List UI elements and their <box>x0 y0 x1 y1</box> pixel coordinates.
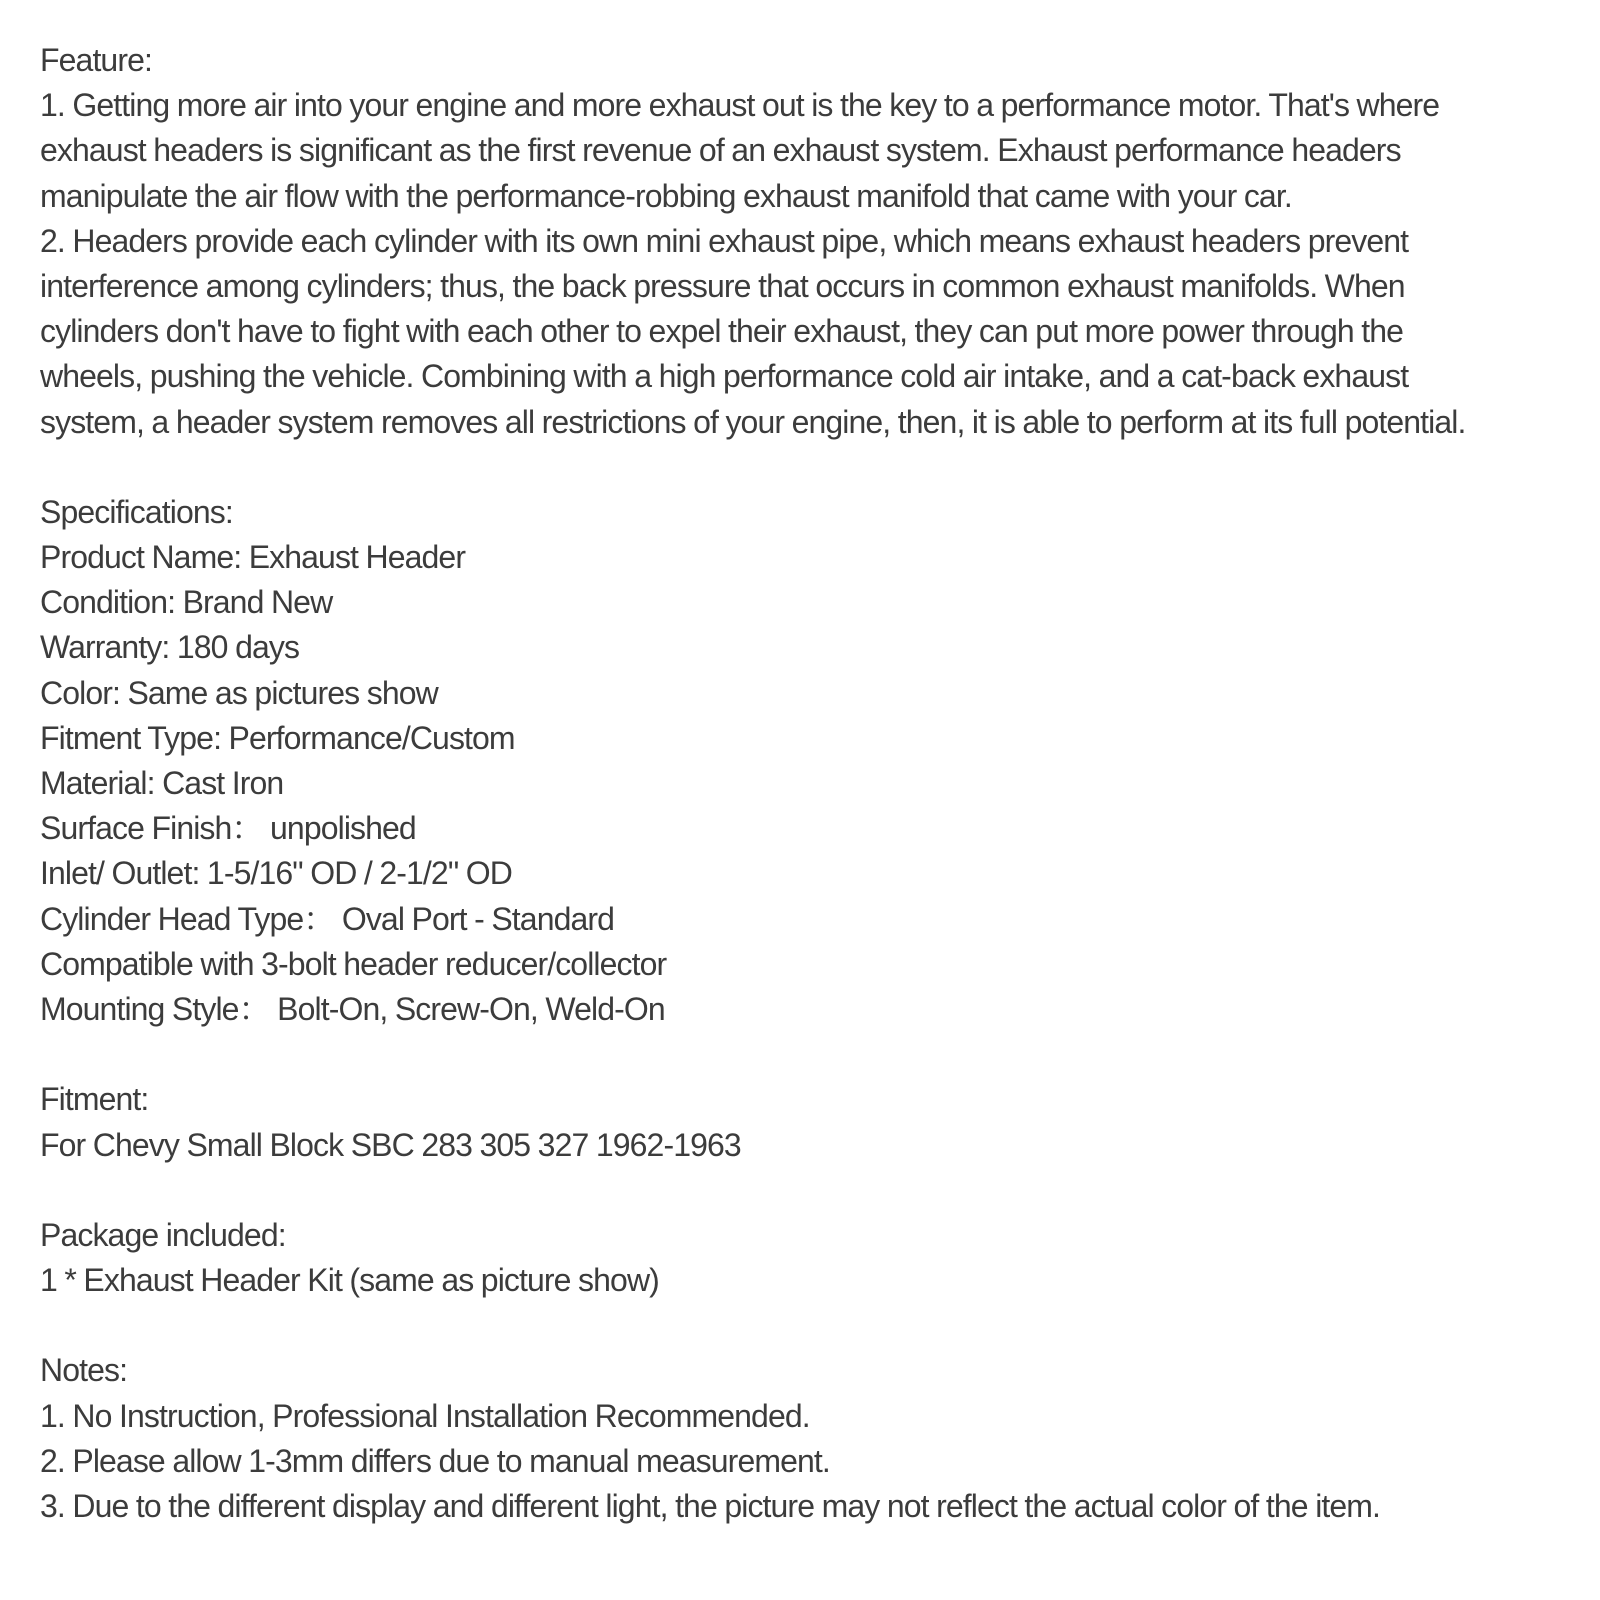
section-spacer <box>40 1303 1585 1348</box>
spec-mounting-style: Mounting Style： Bolt-On, Screw-On, Weld-On <box>40 990 665 1027</box>
feature-line: 2. Headers provide each cylinder with its own mini exhaust pipe, which means exhaust headers prevent <box>40 222 1409 259</box>
notes-section <box>40 1348 1585 1529</box>
feature-line: interference among cylinders; thus, the back pressure that occurs in common exhaust manifolds. When <box>40 267 1405 304</box>
package-heading: Package included: <box>40 1216 286 1253</box>
feature-section <box>40 38 1585 445</box>
feature-line: exhaust headers is significant as the first revenue of an exhaust system. Exhaust performance headers <box>40 132 1401 169</box>
section-spacer <box>40 445 1585 490</box>
package-section <box>40 1213 1585 1303</box>
feature-line: cylinders don't have to fight with each other to expel their exhaust, they can put more power through the <box>40 313 1404 350</box>
spec-product-name: Product Name: Exhaust Header <box>40 539 466 576</box>
spec-compatibility: Compatible with 3-bolt header reducer/collector <box>40 945 667 982</box>
spec-cylinder-head-type: Cylinder Head Type： Oval Port - Standard <box>40 900 615 937</box>
note-line: 3. Due to the different display and different light, the picture may not reflect the actual color of the item. <box>40 1488 1381 1524</box>
spec-condition: Condition: Brand New <box>40 584 333 621</box>
feature-heading: Feature: <box>40 42 152 78</box>
notes-heading: Notes: <box>40 1352 128 1389</box>
spec-inlet-outlet: Inlet/ Outlet: 1-5/16" OD / 2-1/2" OD <box>40 855 512 892</box>
note-line: 1. No Instruction, Professional Installation Recommended. <box>40 1397 810 1434</box>
section-spacer <box>40 1168 1585 1213</box>
package-line: 1 * Exhaust Header Kit (same as picture show) <box>40 1262 659 1299</box>
feature-line: wheels, pushing the vehicle. Combining with a high performance cold air intake, and a cat-back exhaust <box>40 358 1409 395</box>
feature-line: manipulate the air flow with the performance-robbing exhaust manifold that came with your car. <box>40 177 1292 214</box>
specifications-heading: Specifications: <box>40 493 233 530</box>
fitment-heading: Fitment: <box>40 1081 149 1118</box>
fitment-line: For Chevy Small Block SBC 283 305 327 1962-1963 <box>40 1126 741 1163</box>
spec-fitment-type: Fitment Type: Performance/Custom <box>40 719 515 756</box>
product-description <box>40 38 1585 1529</box>
feature-line: system, a header system removes all restrictions of your engine, then, it is able to perform at its full potential. <box>40 403 1466 440</box>
spec-surface-finish: Surface Finish： unpolished <box>40 810 416 847</box>
spec-color: Color: Same as pictures show <box>40 674 438 711</box>
spec-warranty: Warranty: 180 days <box>40 629 300 666</box>
feature-line: 1. Getting more air into your engine and more exhaust out is the key to a performance motor. That's where <box>40 87 1440 124</box>
note-line: 2. Please allow 1-3mm differs due to manual measurement. <box>40 1442 830 1479</box>
fitment-section <box>40 1077 1585 1167</box>
spec-material: Material: Cast Iron <box>40 765 284 801</box>
section-spacer <box>40 1032 1585 1077</box>
specifications-section <box>40 490 1585 1032</box>
